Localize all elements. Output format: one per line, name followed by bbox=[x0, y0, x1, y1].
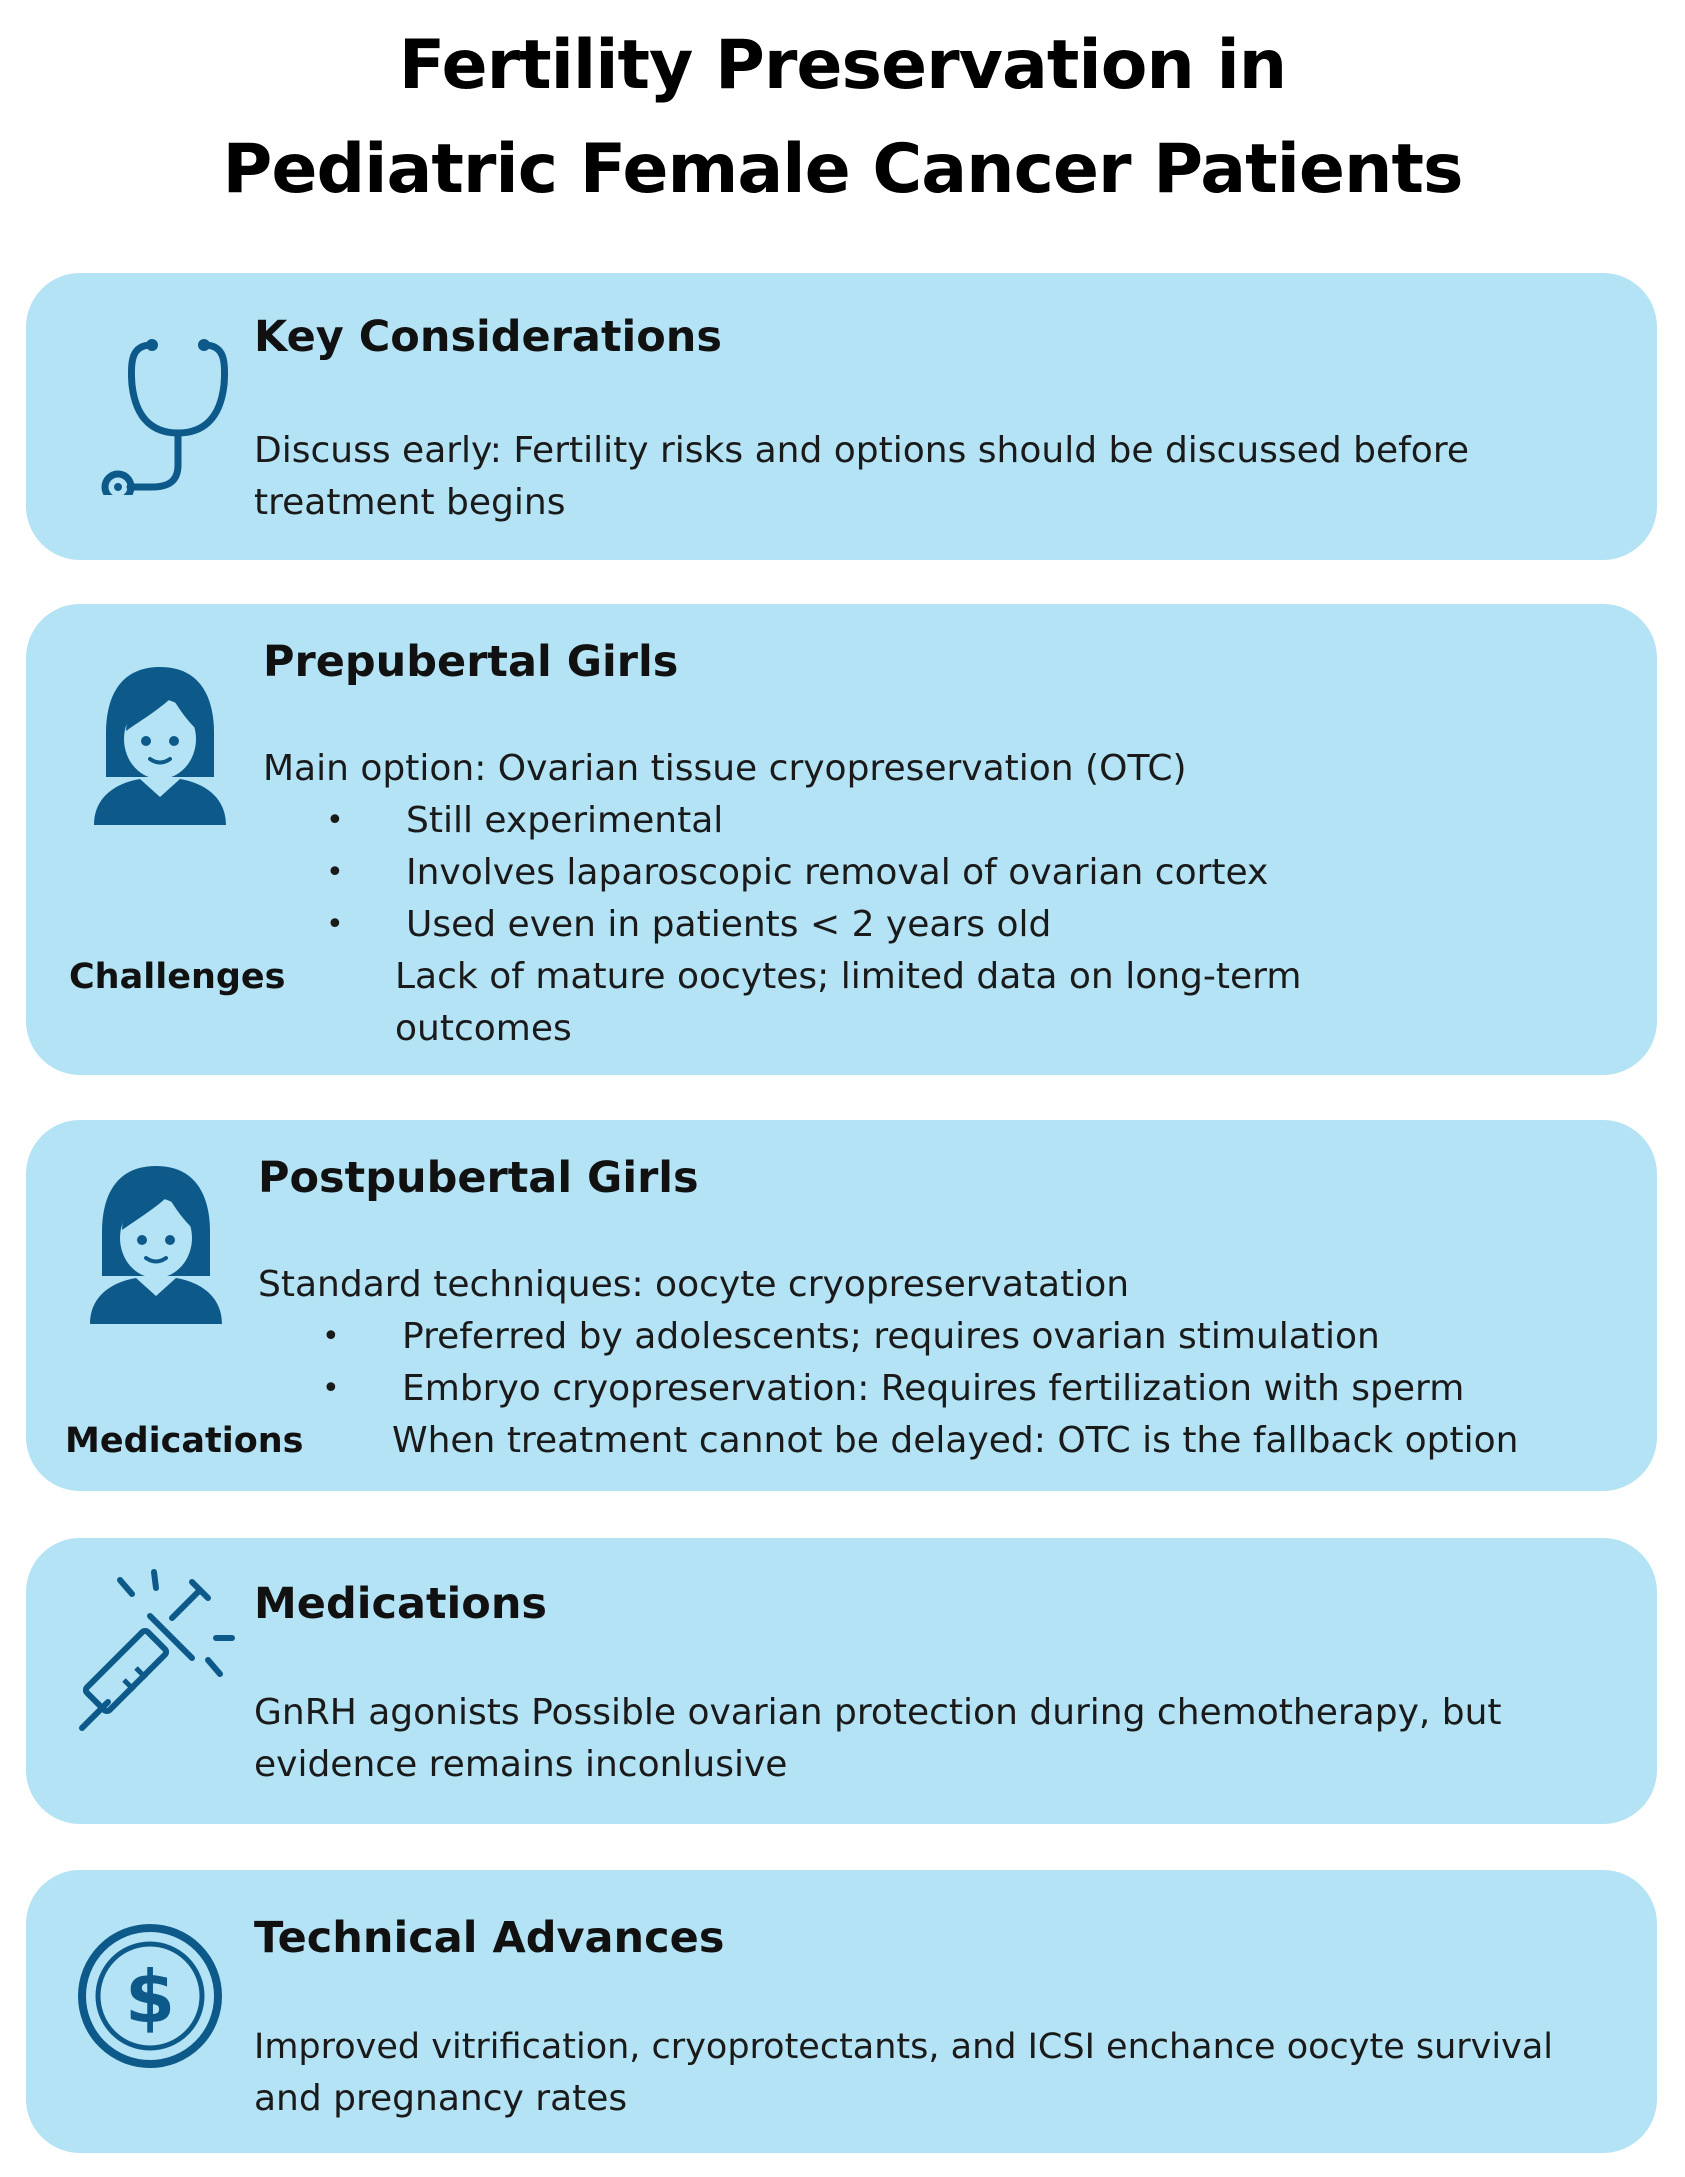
technical-advances-text-line-1: Improved vitrification, cryoprotectants, and ICSI enchance oocyte survival bbox=[254, 2027, 1553, 2067]
challenges-text-line-2: outcomes bbox=[395, 1008, 572, 1049]
bullet-dot: • bbox=[326, 803, 344, 838]
medications-side-text: When treatment cannot be delayed: OTC is the fallback option bbox=[392, 1420, 1519, 1461]
svg-text:$: $ bbox=[124, 1955, 176, 2039]
medications-card bbox=[26, 1538, 1657, 1824]
key-considerations-text-line-2: treatment begins bbox=[254, 482, 566, 523]
medications-text-line-2: evidence remains inconlusive bbox=[254, 1744, 788, 1785]
prepubertal-heading: Prepubertal Girls bbox=[263, 637, 679, 687]
prepubertal-main-option: Main option: Ovarian tissue cryopreservation (OTC) bbox=[263, 748, 1187, 789]
syringe-icon bbox=[76, 1568, 266, 1738]
medications-label: Medications bbox=[65, 1421, 304, 1461]
page-title bbox=[0, 14, 1685, 222]
prepubertal-bullet-2: Involves laparoscopic removal of ovarian cortex bbox=[406, 852, 1269, 893]
bullet-dot: • bbox=[326, 907, 344, 942]
postpubertal-girls-card bbox=[26, 1120, 1657, 1491]
technical-advances-card bbox=[26, 1870, 1657, 2153]
postpubertal-heading: Postpubertal Girls bbox=[258, 1153, 699, 1203]
challenges-label: Challenges bbox=[69, 957, 286, 997]
challenges-text-line-1: Lack of mature oocytes; limited data on long-term bbox=[395, 956, 1302, 997]
girl-icon bbox=[80, 659, 240, 829]
medications-text-line-1: GnRH agonists Possible ovarian protection during chemotherapy, but bbox=[254, 1692, 1502, 1733]
title-line-2: Pediatric Female Cancer Patients bbox=[222, 130, 1463, 209]
girl-icon bbox=[76, 1158, 236, 1328]
postpubertal-main-technique: Standard techniques: oocyte cryopreservatation bbox=[258, 1264, 1130, 1305]
key-considerations-card bbox=[26, 273, 1657, 560]
postpubertal-bullet-2: Embryo cryopreservation: Requires fertilization with sperm bbox=[402, 1368, 1465, 1409]
prepubertal-girls-card bbox=[26, 604, 1657, 1075]
postpubertal-bullet-1: Preferred by adolescents; requires ovarian stimulation bbox=[402, 1316, 1380, 1357]
stethoscope-icon bbox=[92, 315, 272, 495]
bullet-dot: • bbox=[326, 855, 344, 890]
key-considerations-heading: Key Considerations bbox=[254, 312, 722, 362]
prepubertal-bullet-1: Still experimental bbox=[406, 800, 724, 841]
dollar-coin-icon bbox=[70, 1916, 230, 2076]
technical-advances-heading: Technical Advances bbox=[254, 1913, 725, 1963]
bullet-dot: • bbox=[322, 1371, 340, 1406]
key-considerations-text-line-1: Discuss early: Fertility risks and options should be discussed before bbox=[254, 430, 1469, 471]
title-line-1: Fertility Preservation in bbox=[398, 26, 1287, 105]
medications-heading: Medications bbox=[254, 1579, 548, 1629]
prepubertal-bullet-3: Used even in patients < 2 years old bbox=[406, 904, 1052, 945]
bullet-dot: • bbox=[322, 1319, 340, 1354]
technical-advances-text-line-2: and pregnancy rates bbox=[254, 2078, 628, 2119]
